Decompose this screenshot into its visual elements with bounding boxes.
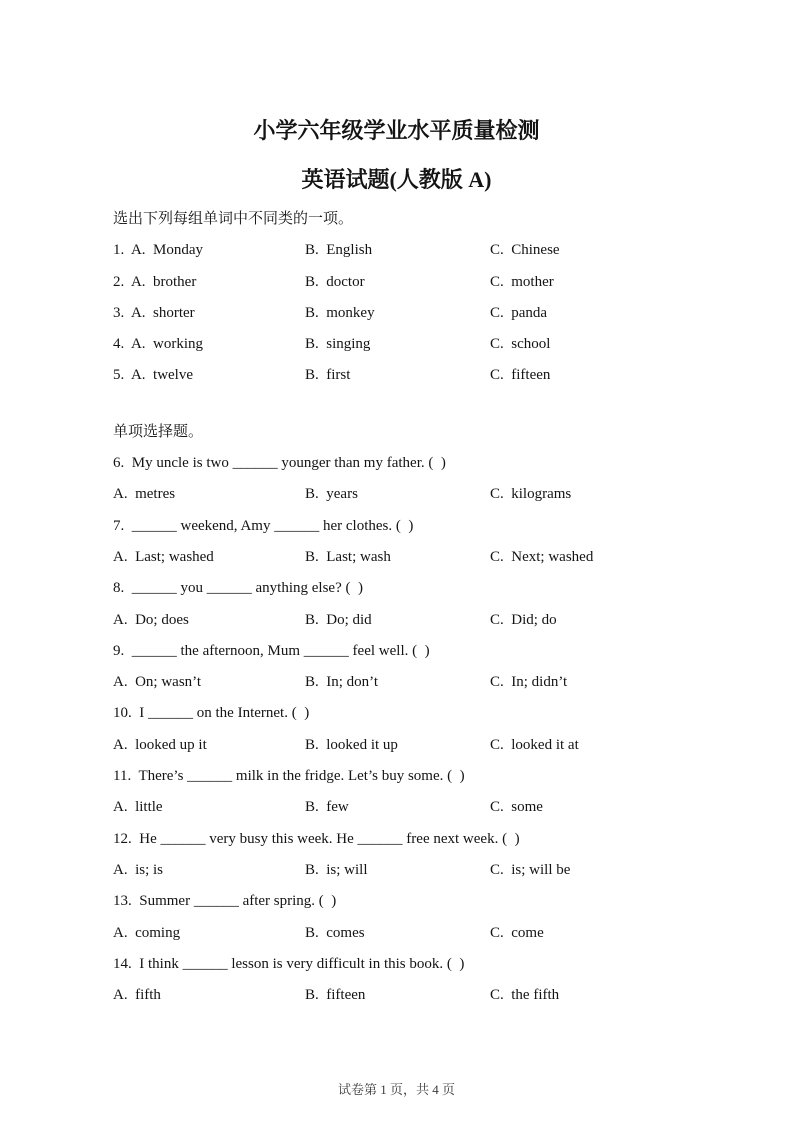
question-number: 6.	[113, 455, 132, 472]
page-footer: 试卷第 1 页，共 4 页	[337, 1082, 455, 1097]
options-row-14	[113, 980, 733, 1011]
option-c: C. come	[490, 924, 544, 941]
option-a: A. looked up it	[113, 736, 207, 753]
question-stem: Summer ______ after spring. ( )	[139, 893, 337, 910]
option-a: A. shorter	[130, 304, 195, 321]
question-stem: He ______ very busy this week. He ______ free next week. ( )	[139, 830, 520, 847]
options-row-13	[113, 918, 733, 949]
option-c: C. kilograms	[490, 486, 572, 503]
question-number: 10.	[113, 705, 140, 722]
page-title: 小学六年级学业水平质量检测	[253, 118, 540, 143]
option-b: B. Last; wash	[305, 548, 391, 565]
question-number: 11.	[113, 768, 139, 785]
question-stem-row-12	[113, 824, 733, 855]
question-stem: There’s ______ milk in the fridge. Let’s buy some. ( )	[138, 768, 465, 785]
page-content	[113, 204, 733, 1011]
option-b: B. looked it up	[305, 736, 398, 753]
option-c: C. mother	[490, 273, 554, 290]
option-b: B. singing	[305, 336, 371, 353]
question-number: 3.	[113, 304, 131, 321]
option-b: B. few	[305, 799, 349, 816]
option-a: A. brother	[130, 273, 197, 290]
option-b: B. English	[305, 242, 373, 259]
option-c: C. some	[490, 799, 543, 816]
question-row-4	[113, 329, 733, 360]
option-a: A. twelve	[130, 367, 194, 384]
options-row-12	[113, 855, 733, 886]
question-stem-row-14	[113, 949, 733, 980]
question-stem-row-9	[113, 636, 733, 667]
option-c: C. school	[490, 336, 551, 353]
question-number: 8.	[113, 580, 132, 597]
option-b: B. first	[305, 367, 351, 384]
option-c: C. Next; washed	[490, 548, 594, 565]
option-b: B. monkey	[305, 304, 375, 321]
question-stem: My uncle is two ______ younger than my father. ( )	[131, 455, 446, 472]
options-row-7	[113, 542, 733, 573]
option-c: C. fifteen	[490, 367, 551, 384]
option-a: A. is; is	[113, 861, 164, 878]
options-row-11	[113, 792, 733, 823]
question-row-5	[113, 360, 733, 391]
question-stem-row-7	[113, 511, 733, 542]
options-row-9	[113, 667, 733, 698]
question-stem-row-8	[113, 573, 733, 604]
question-stem-row-11	[113, 761, 733, 792]
question-stem: ______ weekend, Amy ______ her clothes. ( )	[131, 517, 414, 534]
option-c: C. the fifth	[490, 987, 560, 1004]
option-c: C. Did; do	[490, 611, 557, 628]
option-a: A. fifth	[113, 987, 161, 1004]
option-a: A. Monday	[130, 242, 204, 259]
option-b: B. comes	[305, 924, 365, 941]
options-row-10	[113, 730, 733, 761]
question-number: 9.	[113, 642, 132, 659]
options-row-6	[113, 479, 733, 510]
question-number: 1.	[113, 242, 131, 259]
option-c: C. panda	[490, 304, 548, 321]
option-c: C. Chinese	[490, 242, 560, 259]
page-subtitle: 英语试题(人教版 A)	[301, 167, 492, 192]
option-c: C. is; will be	[490, 861, 571, 878]
option-b: B. years	[305, 486, 358, 503]
option-b: B. fifteen	[305, 987, 366, 1004]
option-a: A. coming	[113, 924, 181, 941]
question-stem: I ______ on the Internet. ( )	[139, 705, 310, 722]
option-b: B. doctor	[305, 273, 365, 290]
question-number: 12.	[113, 830, 140, 847]
question-stem: ______ you ______ anything else? ( )	[131, 580, 363, 597]
option-a: A. working	[130, 336, 204, 353]
question-row-3	[113, 298, 733, 329]
option-a: A. Do; does	[113, 611, 189, 628]
question-stem: ______ the afternoon, Mum ______ feel well. ( )	[131, 642, 430, 659]
option-a: A. metres	[113, 486, 176, 503]
section1-instruction: 选出下列每组单词中不同类的一项。	[113, 211, 354, 227]
question-number: 14.	[113, 955, 140, 972]
option-a: A. Last; washed	[113, 548, 214, 565]
options-row-8	[113, 605, 733, 636]
question-number: 4.	[113, 336, 131, 353]
question-number: 2.	[113, 273, 131, 290]
option-a: A. On; wasn’t	[113, 674, 202, 691]
section2-instruction: 单项选择题。	[113, 423, 204, 440]
question-row-2	[113, 267, 733, 298]
question-stem-row-6	[113, 448, 733, 479]
option-b: B. In; don’t	[305, 674, 379, 691]
question-stem-row-10	[113, 698, 733, 729]
option-c: C. In; didn’t	[490, 674, 568, 691]
question-number: 13.	[113, 893, 140, 910]
question-stem: I think ______ lesson is very difficult in this book. ( )	[139, 955, 465, 972]
question-row-1	[113, 235, 733, 266]
option-c: C. looked it at	[490, 736, 579, 753]
question-stem-row-13	[113, 886, 733, 917]
option-a: A. little	[113, 799, 163, 816]
question-number: 5.	[113, 367, 131, 384]
question-number: 7.	[113, 517, 132, 534]
option-b: B. Do; did	[305, 611, 372, 628]
option-b: B. is; will	[305, 861, 368, 878]
